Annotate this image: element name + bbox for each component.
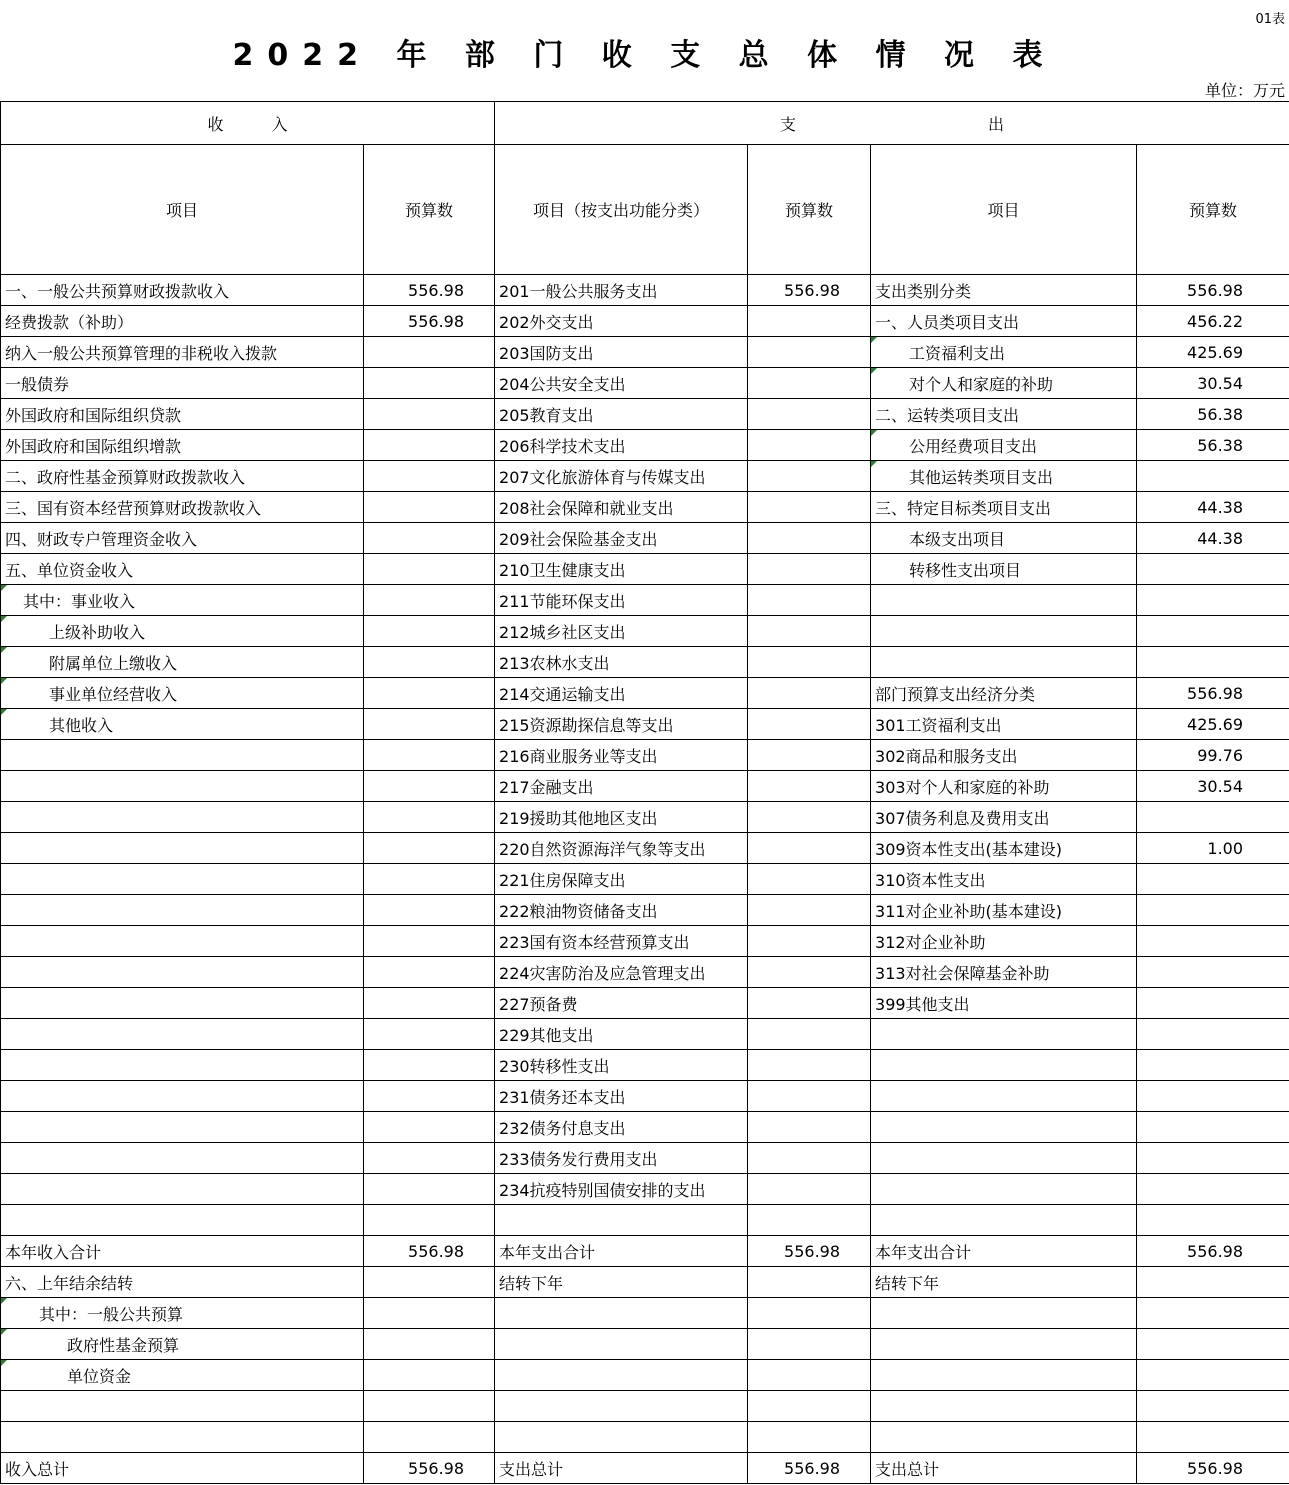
table-row <box>1 399 1289 430</box>
income-item-cell: 外国政府和国际组织增款 <box>1 430 364 461</box>
function-budget-cell <box>748 337 871 368</box>
income-item-cell <box>1 1391 364 1422</box>
function-budget-cell <box>748 1422 871 1453</box>
income-budget-cell <box>364 1019 495 1050</box>
col-header-category-budget: 预算数 <box>1137 145 1289 275</box>
income-item-cell: 经费拨款（补助） <box>1 306 364 337</box>
income-item-cell: 单位资金 <box>1 1360 364 1391</box>
category-budget-cell <box>1137 461 1289 492</box>
table-row <box>1 678 1289 709</box>
category-budget-cell: 456.22 <box>1137 306 1289 337</box>
col-header-category-item: 项目 <box>871 145 1137 275</box>
table-row <box>1 1019 1289 1050</box>
income-item-cell: 事业单位经营收入 <box>1 678 364 709</box>
category-item-cell: 二、运转类项目支出 <box>871 399 1137 430</box>
function-item-cell: 212城乡社区支出 <box>495 616 748 647</box>
function-budget-cell <box>748 554 871 585</box>
category-item-cell <box>871 1391 1137 1422</box>
unit-label: 单位：万元 <box>1204 81 1285 100</box>
income-budget-cell <box>364 1267 495 1298</box>
income-budget-cell <box>364 864 495 895</box>
function-budget-cell <box>748 926 871 957</box>
income-budget-cell <box>364 895 495 926</box>
table-row <box>1 988 1289 1019</box>
category-item-cell <box>871 1298 1137 1329</box>
income-budget-cell: 556.98 <box>364 306 495 337</box>
category-item-cell: 结转下年 <box>871 1267 1137 1298</box>
table-row <box>1 616 1289 647</box>
form-number: 01表 <box>1255 12 1285 27</box>
category-budget-cell <box>1137 926 1289 957</box>
income-budget-cell <box>364 1360 495 1391</box>
table-row <box>1 1298 1289 1329</box>
function-budget-cell: 556.98 <box>748 1236 871 1267</box>
function-item-cell <box>495 1422 748 1453</box>
function-budget-cell <box>748 988 871 1019</box>
column-header-row <box>1 145 1289 275</box>
category-budget-cell: 30.54 <box>1137 368 1289 399</box>
income-budget-cell <box>364 1205 495 1236</box>
function-budget-cell <box>748 616 871 647</box>
category-item-cell: 部门预算支出经济分类 <box>871 678 1137 709</box>
table-row <box>1 1081 1289 1112</box>
function-budget-cell <box>748 678 871 709</box>
table-row <box>1 833 1289 864</box>
function-budget-cell <box>748 1112 871 1143</box>
function-budget-cell <box>748 1360 871 1391</box>
income-item-cell: 其他收入 <box>1 709 364 740</box>
table-row <box>1 740 1289 771</box>
function-item-cell: 202外交支出 <box>495 306 748 337</box>
category-item-cell: 其他运转类项目支出 <box>871 461 1137 492</box>
table-row <box>1 523 1289 554</box>
table-row <box>1 895 1289 926</box>
category-item-cell: 311对企业补助(基本建设) <box>871 895 1137 926</box>
income-budget-cell <box>364 709 495 740</box>
category-item-cell: 312对企业补助 <box>871 926 1137 957</box>
income-item-cell: 上级补助收入 <box>1 616 364 647</box>
category-item-cell <box>871 1205 1137 1236</box>
income-item-cell <box>1 957 364 988</box>
function-budget-cell <box>748 585 871 616</box>
income-budget-cell <box>364 957 495 988</box>
table-row <box>1 926 1289 957</box>
category-item-cell: 对个人和家庭的补助 <box>871 368 1137 399</box>
function-budget-cell <box>748 1267 871 1298</box>
function-budget-cell <box>748 740 871 771</box>
category-budget-cell <box>1137 1174 1289 1205</box>
function-budget-cell: 556.98 <box>748 1453 871 1484</box>
income-budget-cell <box>364 461 495 492</box>
function-item-cell: 211节能环保支出 <box>495 585 748 616</box>
income-budget-cell <box>364 740 495 771</box>
col-header-function-budget: 预算数 <box>748 145 871 275</box>
function-budget-cell <box>748 1143 871 1174</box>
function-budget-cell <box>748 1081 871 1112</box>
table-row <box>1 1236 1289 1267</box>
income-budget-cell: 556.98 <box>364 275 495 306</box>
table-row <box>1 1205 1289 1236</box>
income-item-cell <box>1 740 364 771</box>
function-item-cell: 205教育支出 <box>495 399 748 430</box>
income-budget-cell <box>364 523 495 554</box>
function-budget-cell <box>748 771 871 802</box>
income-budget-cell <box>364 1174 495 1205</box>
function-item-cell: 220自然资源海洋气象等支出 <box>495 833 748 864</box>
col-header-function-item: 项目（按支出功能分类） <box>495 145 748 275</box>
table-row <box>1 1267 1289 1298</box>
category-item-cell: 301工资福利支出 <box>871 709 1137 740</box>
category-budget-cell: 44.38 <box>1137 492 1289 523</box>
income-budget-cell <box>364 616 495 647</box>
function-budget-cell: 556.98 <box>748 275 871 306</box>
category-item-cell: 转移性支出项目 <box>871 554 1137 585</box>
table-row <box>1 771 1289 802</box>
category-budget-cell: 556.98 <box>1137 1453 1289 1484</box>
category-budget-cell: 99.76 <box>1137 740 1289 771</box>
function-item-cell: 224灾害防治及应急管理支出 <box>495 957 748 988</box>
category-budget-cell <box>1137 864 1289 895</box>
function-budget-cell <box>748 1174 871 1205</box>
table-row <box>1 430 1289 461</box>
table-row <box>1 275 1289 306</box>
category-item-cell <box>871 1360 1137 1391</box>
category-item-cell <box>871 1174 1137 1205</box>
function-budget-cell <box>748 802 871 833</box>
function-item-cell: 221住房保障支出 <box>495 864 748 895</box>
income-budget-cell: 556.98 <box>364 1453 495 1484</box>
function-budget-cell <box>748 1391 871 1422</box>
table-row <box>1 368 1289 399</box>
function-item-cell <box>495 1205 748 1236</box>
function-item-cell: 201一般公共服务支出 <box>495 275 748 306</box>
function-budget-cell <box>748 709 871 740</box>
category-budget-cell <box>1137 1081 1289 1112</box>
income-budget-cell <box>364 1298 495 1329</box>
income-budget-cell <box>364 1050 495 1081</box>
table-row <box>1 1453 1289 1484</box>
table-row <box>1 1360 1289 1391</box>
income-item-cell: 政府性基金预算 <box>1 1329 364 1360</box>
category-budget-cell <box>1137 802 1289 833</box>
function-item-cell: 216商业服务业等支出 <box>495 740 748 771</box>
category-item-cell: 302商品和服务支出 <box>871 740 1137 771</box>
category-budget-cell <box>1137 1050 1289 1081</box>
income-budget-cell <box>364 492 495 523</box>
table-row <box>1 1112 1289 1143</box>
function-item-cell: 本年支出合计 <box>495 1236 748 1267</box>
category-budget-cell <box>1137 554 1289 585</box>
function-item-cell: 223国有资本经营预算支出 <box>495 926 748 957</box>
income-budget-cell <box>364 430 495 461</box>
category-budget-cell: 56.38 <box>1137 430 1289 461</box>
function-budget-cell <box>748 1298 871 1329</box>
function-budget-cell <box>748 399 871 430</box>
function-budget-cell <box>748 461 871 492</box>
category-item-cell <box>871 1081 1137 1112</box>
function-item-cell: 支出总计 <box>495 1453 748 1484</box>
category-item-cell: 工资福利支出 <box>871 337 1137 368</box>
function-budget-cell <box>748 1205 871 1236</box>
category-item-cell <box>871 585 1137 616</box>
function-item-cell: 207文化旅游体育与传媒支出 <box>495 461 748 492</box>
category-item-cell <box>871 1050 1137 1081</box>
function-item-cell: 227预备费 <box>495 988 748 1019</box>
page-title: 2022 年 部 门 收 支 总 体 情 况 表 <box>232 38 1057 73</box>
category-item-cell: 309资本性支出(基本建设) <box>871 833 1137 864</box>
category-budget-cell <box>1137 1360 1289 1391</box>
income-budget-cell <box>364 647 495 678</box>
table-row <box>1 957 1289 988</box>
income-budget-cell <box>364 337 495 368</box>
category-item-cell: 307债务利息及费用支出 <box>871 802 1137 833</box>
table-row <box>1 492 1289 523</box>
income-budget-cell <box>364 368 495 399</box>
category-budget-cell <box>1137 1329 1289 1360</box>
category-budget-cell <box>1137 1019 1289 1050</box>
income-item-cell <box>1 771 364 802</box>
function-item-cell: 222粮油物资储备支出 <box>495 895 748 926</box>
category-item-cell: 310资本性支出 <box>871 864 1137 895</box>
function-item-cell: 219援助其他地区支出 <box>495 802 748 833</box>
category-budget-cell: 556.98 <box>1137 1236 1289 1267</box>
category-budget-cell <box>1137 895 1289 926</box>
function-item-cell: 214交通运输支出 <box>495 678 748 709</box>
table-row <box>1 1329 1289 1360</box>
category-budget-cell <box>1137 1391 1289 1422</box>
function-item-cell: 206科学技术支出 <box>495 430 748 461</box>
function-budget-cell <box>748 1019 871 1050</box>
income-budget-cell <box>364 678 495 709</box>
income-item-cell: 四、财政专户管理资金收入 <box>1 523 364 554</box>
function-item-cell <box>495 1298 748 1329</box>
category-budget-cell <box>1137 585 1289 616</box>
table-row <box>1 1422 1289 1453</box>
function-budget-cell <box>748 430 871 461</box>
income-budget-cell <box>364 802 495 833</box>
category-budget-cell: 556.98 <box>1137 275 1289 306</box>
income-item-cell <box>1 864 364 895</box>
function-item-cell: 233债务发行费用支出 <box>495 1143 748 1174</box>
budget-table <box>0 101 1289 1484</box>
col-header-income-budget: 预算数 <box>364 145 495 275</box>
category-budget-cell: 44.38 <box>1137 523 1289 554</box>
col-header-income-item: 项目 <box>1 145 364 275</box>
category-budget-cell <box>1137 988 1289 1019</box>
category-item-cell: 本年支出合计 <box>871 1236 1137 1267</box>
function-budget-cell <box>748 647 871 678</box>
table-row <box>1 461 1289 492</box>
table-row <box>1 647 1289 678</box>
table-row <box>1 337 1289 368</box>
income-budget-cell <box>364 833 495 864</box>
income-budget-cell <box>364 1081 495 1112</box>
category-item-cell <box>871 1019 1137 1050</box>
income-item-cell <box>1 895 364 926</box>
category-budget-cell: 425.69 <box>1137 337 1289 368</box>
income-budget-cell <box>364 1112 495 1143</box>
function-budget-cell <box>748 864 871 895</box>
category-budget-cell: 56.38 <box>1137 399 1289 430</box>
category-item-cell <box>871 1112 1137 1143</box>
function-item-cell: 231债务还本支出 <box>495 1081 748 1112</box>
category-budget-cell <box>1137 1143 1289 1174</box>
function-item-cell: 208社会保障和就业支出 <box>495 492 748 523</box>
category-budget-cell <box>1137 616 1289 647</box>
income-item-cell: 本年收入合计 <box>1 1236 364 1267</box>
function-budget-cell <box>748 833 871 864</box>
income-budget-cell <box>364 554 495 585</box>
table-row <box>1 306 1289 337</box>
category-item-cell: 一、人员类项目支出 <box>871 306 1137 337</box>
category-item-cell: 本级支出项目 <box>871 523 1137 554</box>
income-budget-cell <box>364 1143 495 1174</box>
category-budget-cell <box>1137 1112 1289 1143</box>
function-item-cell: 232债务付息支出 <box>495 1112 748 1143</box>
income-budget-cell <box>364 585 495 616</box>
category-budget-cell <box>1137 1422 1289 1453</box>
category-budget-cell: 30.54 <box>1137 771 1289 802</box>
function-budget-cell <box>748 957 871 988</box>
income-budget-cell <box>364 771 495 802</box>
category-item-cell: 支出总计 <box>871 1453 1137 1484</box>
category-budget-cell: 425.69 <box>1137 709 1289 740</box>
function-item-cell: 229其他支出 <box>495 1019 748 1050</box>
function-item-cell: 234抗疫特别国债安排的支出 <box>495 1174 748 1205</box>
function-item-cell <box>495 1391 748 1422</box>
income-budget-cell <box>364 926 495 957</box>
income-item-cell: 收入总计 <box>1 1453 364 1484</box>
function-budget-cell <box>748 368 871 399</box>
function-budget-cell <box>748 895 871 926</box>
income-item-cell: 纳入一般公共预算管理的非税收入拨款 <box>1 337 364 368</box>
income-item-cell: 其中：事业收入 <box>1 585 364 616</box>
function-item-cell: 结转下年 <box>495 1267 748 1298</box>
category-item-cell <box>871 616 1137 647</box>
category-budget-cell <box>1137 957 1289 988</box>
expense-section-header: 支 出 <box>495 102 1289 145</box>
category-item-cell: 313对社会保障基金补助 <box>871 957 1137 988</box>
function-item-cell: 209社会保险基金支出 <box>495 523 748 554</box>
function-budget-cell <box>748 306 871 337</box>
function-item-cell: 215资源勘探信息等支出 <box>495 709 748 740</box>
function-budget-cell <box>748 1329 871 1360</box>
income-item-cell <box>1 1050 364 1081</box>
income-item-cell: 一、一般公共预算财政拨款收入 <box>1 275 364 306</box>
income-item-cell <box>1 833 364 864</box>
category-item-cell: 支出类别分类 <box>871 275 1137 306</box>
income-budget-cell <box>364 988 495 1019</box>
table-row <box>1 1391 1289 1422</box>
category-budget-cell: 556.98 <box>1137 678 1289 709</box>
function-item-cell <box>495 1360 748 1391</box>
income-item-cell: 一般债券 <box>1 368 364 399</box>
income-budget-cell: 556.98 <box>364 1236 495 1267</box>
category-item-cell <box>871 1422 1137 1453</box>
table-row <box>1 585 1289 616</box>
category-budget-cell: 1.00 <box>1137 833 1289 864</box>
income-budget-cell <box>364 1391 495 1422</box>
category-budget-cell <box>1137 647 1289 678</box>
table-row <box>1 1050 1289 1081</box>
income-item-cell <box>1 1019 364 1050</box>
category-item-cell: 303对个人和家庭的补助 <box>871 771 1137 802</box>
function-item-cell: 203国防支出 <box>495 337 748 368</box>
income-item-cell: 二、政府性基金预算财政拨款收入 <box>1 461 364 492</box>
income-item-cell: 六、上年结余结转 <box>1 1267 364 1298</box>
income-item-cell: 三、国有资本经营预算财政拨款收入 <box>1 492 364 523</box>
category-item-cell: 公用经费项目支出 <box>871 430 1137 461</box>
category-budget-cell <box>1137 1267 1289 1298</box>
income-budget-cell <box>364 1422 495 1453</box>
income-item-cell <box>1 1174 364 1205</box>
category-item-cell: 399其他支出 <box>871 988 1137 1019</box>
table-row <box>1 709 1289 740</box>
income-item-cell: 附属单位上缴收入 <box>1 647 364 678</box>
income-item-cell <box>1 802 364 833</box>
table-row <box>1 1174 1289 1205</box>
function-item-cell <box>495 1329 748 1360</box>
function-budget-cell <box>748 492 871 523</box>
income-item-cell <box>1 1422 364 1453</box>
function-budget-cell <box>748 1050 871 1081</box>
table-row <box>1 802 1289 833</box>
function-item-cell: 217金融支出 <box>495 771 748 802</box>
income-item-cell: 其中：一般公共预算 <box>1 1298 364 1329</box>
income-budget-cell <box>364 399 495 430</box>
income-item-cell <box>1 988 364 1019</box>
income-item-cell: 五、单位资金收入 <box>1 554 364 585</box>
category-budget-cell <box>1137 1298 1289 1329</box>
category-item-cell <box>871 647 1137 678</box>
function-item-cell: 230转移性支出 <box>495 1050 748 1081</box>
table-row <box>1 864 1289 895</box>
table-row <box>1 554 1289 585</box>
income-section-header: 收 入 <box>1 102 495 145</box>
table-row <box>1 1143 1289 1174</box>
category-budget-cell <box>1137 1205 1289 1236</box>
income-item-cell <box>1 926 364 957</box>
category-item-cell <box>871 1143 1137 1174</box>
category-item-cell <box>871 1329 1137 1360</box>
category-item-cell: 三、特定目标类项目支出 <box>871 492 1137 523</box>
function-item-cell: 210卫生健康支出 <box>495 554 748 585</box>
income-item-cell <box>1 1205 364 1236</box>
section-header-row <box>1 102 1289 145</box>
income-item-cell <box>1 1143 364 1174</box>
income-item-cell <box>1 1081 364 1112</box>
income-item-cell <box>1 1112 364 1143</box>
function-item-cell: 213农林水支出 <box>495 647 748 678</box>
function-item-cell: 204公共安全支出 <box>495 368 748 399</box>
function-budget-cell <box>748 523 871 554</box>
income-budget-cell <box>364 1329 495 1360</box>
income-item-cell: 外国政府和国际组织贷款 <box>1 399 364 430</box>
